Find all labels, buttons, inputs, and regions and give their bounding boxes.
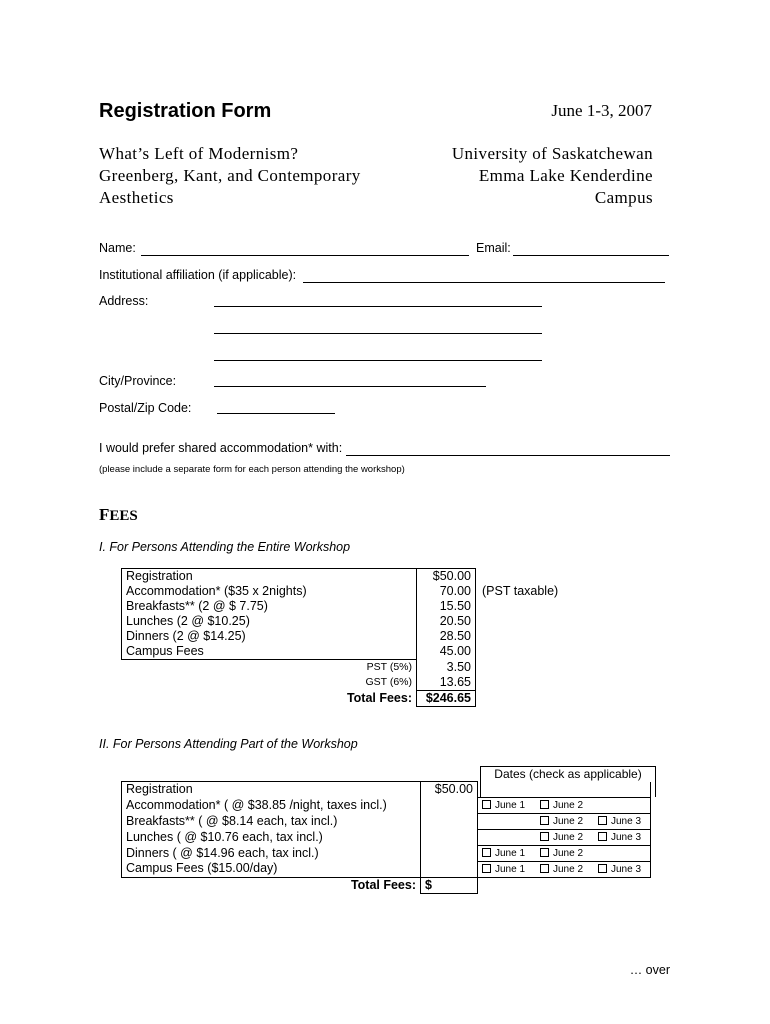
row-amount: 70.00 bbox=[417, 584, 476, 599]
name-field[interactable] bbox=[141, 255, 469, 256]
date-option[interactable] bbox=[540, 862, 598, 877]
date-label: June 3 bbox=[611, 815, 642, 827]
table-row bbox=[122, 584, 563, 599]
fees-heading bbox=[99, 505, 138, 525]
shared-accommodation-field[interactable] bbox=[346, 455, 670, 456]
date-label: June 2 bbox=[553, 799, 584, 811]
row-desc: Accommodation* ($35 x 2nights) bbox=[122, 584, 417, 599]
fees-table-entire bbox=[121, 568, 563, 707]
checkbox-icon[interactable] bbox=[598, 832, 607, 841]
date-option[interactable] bbox=[482, 846, 540, 861]
table-row bbox=[122, 845, 651, 861]
table-row bbox=[122, 644, 563, 660]
city-field[interactable] bbox=[214, 386, 486, 387]
fees-heading-initial: F bbox=[99, 505, 110, 524]
table-row bbox=[122, 629, 563, 644]
date-option[interactable] bbox=[598, 816, 641, 827]
event-date: June 1-3, 2007 bbox=[551, 101, 652, 120]
date-option[interactable] bbox=[540, 814, 598, 829]
location-line: University of Saskatchewan bbox=[451, 144, 653, 163]
date-option[interactable] bbox=[482, 862, 540, 877]
row-desc: Lunches ( @ $10.76 each, tax incl.) bbox=[122, 829, 421, 845]
row-desc: Breakfasts** ( @ $8.14 each, tax incl.) bbox=[122, 813, 421, 829]
table-row bbox=[122, 569, 563, 585]
address-label: Address: bbox=[99, 294, 149, 308]
row-amount: $50.00 bbox=[421, 782, 478, 798]
workshop-location bbox=[452, 143, 653, 209]
date-option[interactable] bbox=[598, 864, 641, 875]
row-amount: 20.50 bbox=[417, 614, 476, 629]
postal-field[interactable] bbox=[217, 413, 335, 414]
workshop-title bbox=[99, 143, 361, 209]
address-field-line-2[interactable] bbox=[214, 333, 542, 334]
email-field[interactable] bbox=[513, 255, 669, 256]
city-label: City/Province: bbox=[99, 374, 177, 388]
date-label: June 2 bbox=[553, 815, 584, 827]
checkbox-icon[interactable] bbox=[598, 864, 607, 873]
checkbox-icon[interactable] bbox=[540, 832, 549, 841]
row-amount bbox=[421, 829, 478, 845]
table-row bbox=[122, 861, 651, 877]
row-desc: Registration bbox=[122, 782, 421, 798]
total2-amount[interactable]: $ bbox=[421, 877, 478, 893]
row-dates bbox=[478, 797, 651, 813]
pst-label: PST (5%) bbox=[366, 661, 412, 673]
row-note bbox=[476, 599, 563, 614]
location-line: Campus bbox=[594, 188, 653, 207]
date-option[interactable] bbox=[598, 832, 641, 843]
affiliation-label: Institutional affiliation (if applicable): bbox=[99, 268, 297, 282]
row-dates bbox=[478, 782, 651, 798]
total2-label: Total Fees: bbox=[350, 877, 416, 892]
row-desc: Lunches (2 @ $10.25) bbox=[122, 614, 417, 629]
table-row bbox=[122, 599, 563, 614]
gst-label: GST (6%) bbox=[365, 676, 412, 689]
fees-heading-rest: EES bbox=[109, 508, 138, 524]
section1-title: I. For Persons Attending the Entire Workshop bbox=[99, 540, 351, 554]
table-row bbox=[122, 782, 651, 798]
row-amount bbox=[421, 813, 478, 829]
date-option[interactable] bbox=[540, 830, 598, 845]
checkbox-icon[interactable] bbox=[540, 800, 549, 809]
row-note bbox=[476, 644, 563, 660]
date-label: June 3 bbox=[611, 863, 642, 875]
row-note: (PST taxable) bbox=[482, 584, 559, 598]
table-row bbox=[122, 797, 651, 813]
row-desc: Dinners (2 @ $14.25) bbox=[122, 629, 417, 644]
date-label: June 2 bbox=[553, 863, 584, 875]
row-amount bbox=[421, 861, 478, 877]
row-note bbox=[476, 569, 563, 585]
pst-amount: 3.50 bbox=[417, 660, 476, 676]
form-note: (please include a separate form for each person attending the workshop) bbox=[99, 464, 405, 475]
table-row bbox=[122, 691, 563, 707]
table-row bbox=[122, 829, 651, 845]
row-desc: Dinners ( @ $14.96 each, tax incl.) bbox=[122, 845, 421, 861]
row-note bbox=[476, 614, 563, 629]
row-desc: Campus Fees ($15.00/day) bbox=[122, 861, 421, 877]
total-amount: $246.65 bbox=[417, 691, 476, 707]
date-label: June 1 bbox=[495, 863, 526, 875]
fees-table-partial bbox=[121, 781, 651, 894]
workshop-title-line: Greenberg, Kant, and Contemporary bbox=[99, 166, 361, 185]
checkbox-icon[interactable] bbox=[482, 800, 491, 809]
gst-amount: 13.65 bbox=[417, 675, 476, 691]
workshop-title-line: Aesthetics bbox=[99, 188, 174, 207]
date-option[interactable] bbox=[540, 798, 598, 813]
email-label: Email: bbox=[476, 241, 511, 255]
row-desc: Campus Fees bbox=[122, 644, 417, 660]
checkbox-icon[interactable] bbox=[540, 816, 549, 825]
table-row bbox=[122, 675, 563, 691]
checkbox-icon[interactable] bbox=[540, 848, 549, 857]
shared-accommodation-label: I would prefer shared accommodation* with: bbox=[99, 441, 343, 455]
row-amount: 15.50 bbox=[417, 599, 476, 614]
checkbox-icon[interactable] bbox=[598, 816, 607, 825]
dates-header: Dates (check as applicable) bbox=[494, 767, 642, 781]
row-dates bbox=[478, 845, 651, 861]
date-label: June 1 bbox=[495, 847, 526, 859]
location-line: Emma Lake Kenderdine bbox=[478, 166, 653, 185]
row-dates bbox=[478, 829, 651, 845]
row-amount: $50.00 bbox=[417, 569, 476, 585]
date-label: June 2 bbox=[553, 847, 584, 859]
row-desc: Accommodation* ( @ $38.85 /night, taxes incl.) bbox=[122, 797, 421, 813]
row-note bbox=[476, 629, 563, 644]
table-row bbox=[122, 614, 563, 629]
workshop-title-line: What’s Left of Modernism? bbox=[99, 144, 299, 163]
address-field-line-3[interactable] bbox=[214, 360, 542, 361]
row-amount bbox=[421, 797, 478, 813]
section2-title: II. For Persons Attending Part of the Workshop bbox=[99, 737, 358, 751]
form-title: Registration Form bbox=[99, 100, 272, 122]
row-desc: Breakfasts** (2 @ $ 7.75) bbox=[122, 599, 417, 614]
table-row bbox=[122, 813, 651, 829]
date-label: June 3 bbox=[611, 831, 642, 843]
row-amount: 28.50 bbox=[417, 629, 476, 644]
checkbox-icon[interactable] bbox=[482, 864, 491, 873]
row-dates bbox=[478, 813, 651, 829]
row-amount: 45.00 bbox=[417, 644, 476, 660]
date-option[interactable] bbox=[482, 798, 540, 813]
table-row bbox=[122, 660, 563, 676]
postal-label: Postal/Zip Code: bbox=[99, 401, 192, 415]
address-field-line-1[interactable] bbox=[214, 306, 542, 307]
checkbox-icon[interactable] bbox=[540, 864, 549, 873]
affiliation-field[interactable] bbox=[303, 282, 665, 283]
name-label: Name: bbox=[99, 241, 136, 255]
row-amount bbox=[421, 845, 478, 861]
over-indicator: … over bbox=[629, 963, 670, 977]
date-label: June 1 bbox=[495, 799, 526, 811]
date-label: June 2 bbox=[553, 831, 584, 843]
date-option[interactable] bbox=[540, 846, 598, 861]
checkbox-icon[interactable] bbox=[482, 848, 491, 857]
table-row bbox=[122, 877, 651, 893]
row-dates bbox=[478, 861, 651, 877]
row-desc: Registration bbox=[122, 569, 417, 585]
total-label: Total Fees: bbox=[346, 691, 412, 705]
